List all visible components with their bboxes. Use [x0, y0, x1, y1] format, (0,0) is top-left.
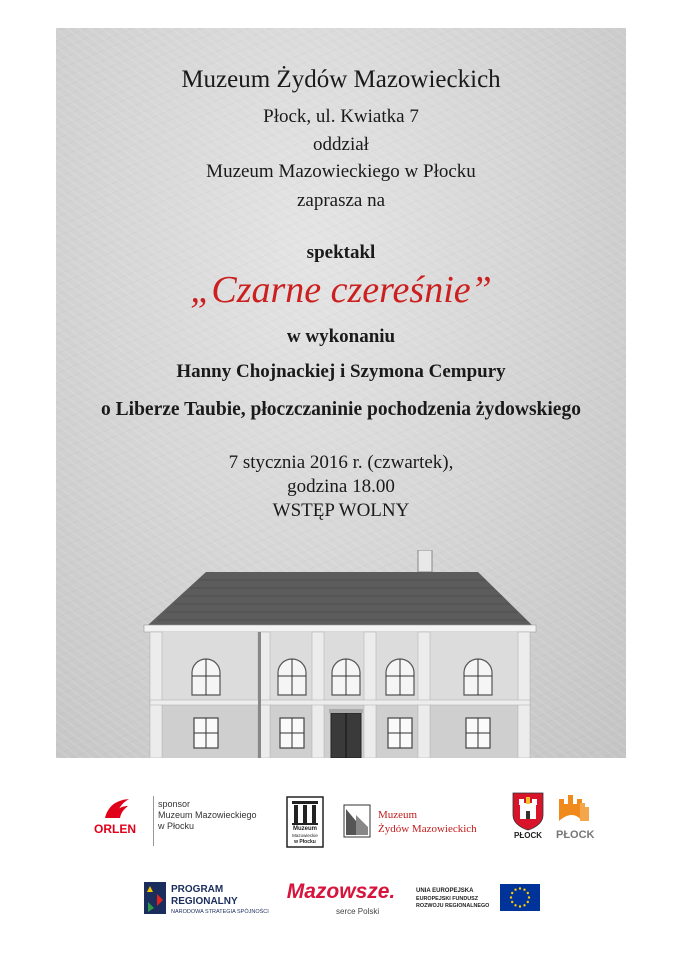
eu-stars-icon [500, 884, 540, 911]
plock-crest-label: PŁOCK [514, 831, 542, 840]
plock-logo-label: PŁOCK [556, 829, 595, 841]
parent-museum: Muzeum Mazowieckiego w Płocku [206, 161, 476, 182]
sponsor-label: sponsor [158, 799, 191, 809]
museum-mazowieckie-logo [286, 796, 324, 848]
performed-by-label: w wykonaniu [286, 326, 396, 347]
performers: Hanny Chojnackiej i Szymona Cempury [176, 361, 506, 382]
museum-maz-line3: w Płocku [294, 839, 316, 845]
program-line2: REGIONALNY [171, 896, 238, 907]
plock-city-logo [556, 791, 595, 845]
museum-maz-line2: Mazowieckie [292, 833, 318, 838]
event-hour: godzina 18.00 [287, 476, 395, 497]
program-line1: PROGRAM [171, 884, 224, 895]
event-title: „Czarne czereśnie” [190, 269, 492, 311]
plock-castle-icon [556, 791, 592, 825]
eu-logo [414, 884, 544, 918]
free-entry: WSTĘP WOLNY [272, 500, 410, 521]
orlen-logo [86, 796, 146, 842]
mazowsze-tagline: serce Polski [336, 907, 380, 916]
department-label: oddział [313, 134, 369, 155]
museum-name: Muzeum Żydów Mazowieckich [181, 66, 501, 93]
address: Płock, ul. Kwiatka 7 [263, 106, 419, 127]
orlen-name: ORLEN [94, 822, 136, 836]
sponsor-city: w Płocku [158, 821, 195, 831]
mzm-emblem-icon [342, 801, 372, 841]
mazowsze-name: Mazowsze. [286, 880, 396, 903]
plock-crest-logo [511, 791, 545, 845]
mzm-line2: Żydów Mazowieckich [378, 823, 477, 835]
event-type: spektakl [306, 242, 376, 263]
sponsor-divider [153, 796, 154, 846]
program-line3: NARODOWA STRATEGIA SPÓJNOŚCI [171, 909, 269, 915]
sponsor-museum: Muzeum Mazowieckiego [158, 810, 257, 820]
muzeum-zydow-mazowieckich-logo [342, 801, 492, 841]
event-subject: o Liberze Taubie, płoczczaninie pochodzenia żydowskiego [101, 399, 581, 420]
eu-line2: EUROPEJSKI FUNDUSZ [416, 896, 479, 902]
program-regionalny-icon [144, 882, 168, 916]
invite-text: zaprasza na [296, 190, 386, 211]
eu-flag-icon [500, 884, 540, 911]
orlen-eagle-icon [102, 796, 132, 822]
synagogue-building-image [140, 550, 540, 758]
museum-maz-line1: Muzeum [293, 826, 317, 832]
plock-coat-of-arms-icon [511, 791, 545, 831]
sponsor-text [158, 799, 278, 832]
mazowsze-logo [276, 880, 406, 920]
eu-line3: ROZWOJU REGIONALNEGO [416, 903, 490, 909]
eu-line1: UNIA EUROPEJSKA [416, 888, 474, 894]
program-regionalny-logo [144, 880, 269, 920]
event-date: 7 stycznia 2016 r. (czwartek), [228, 452, 454, 473]
poster [56, 28, 626, 758]
mzm-line1: Muzeum [378, 809, 418, 821]
